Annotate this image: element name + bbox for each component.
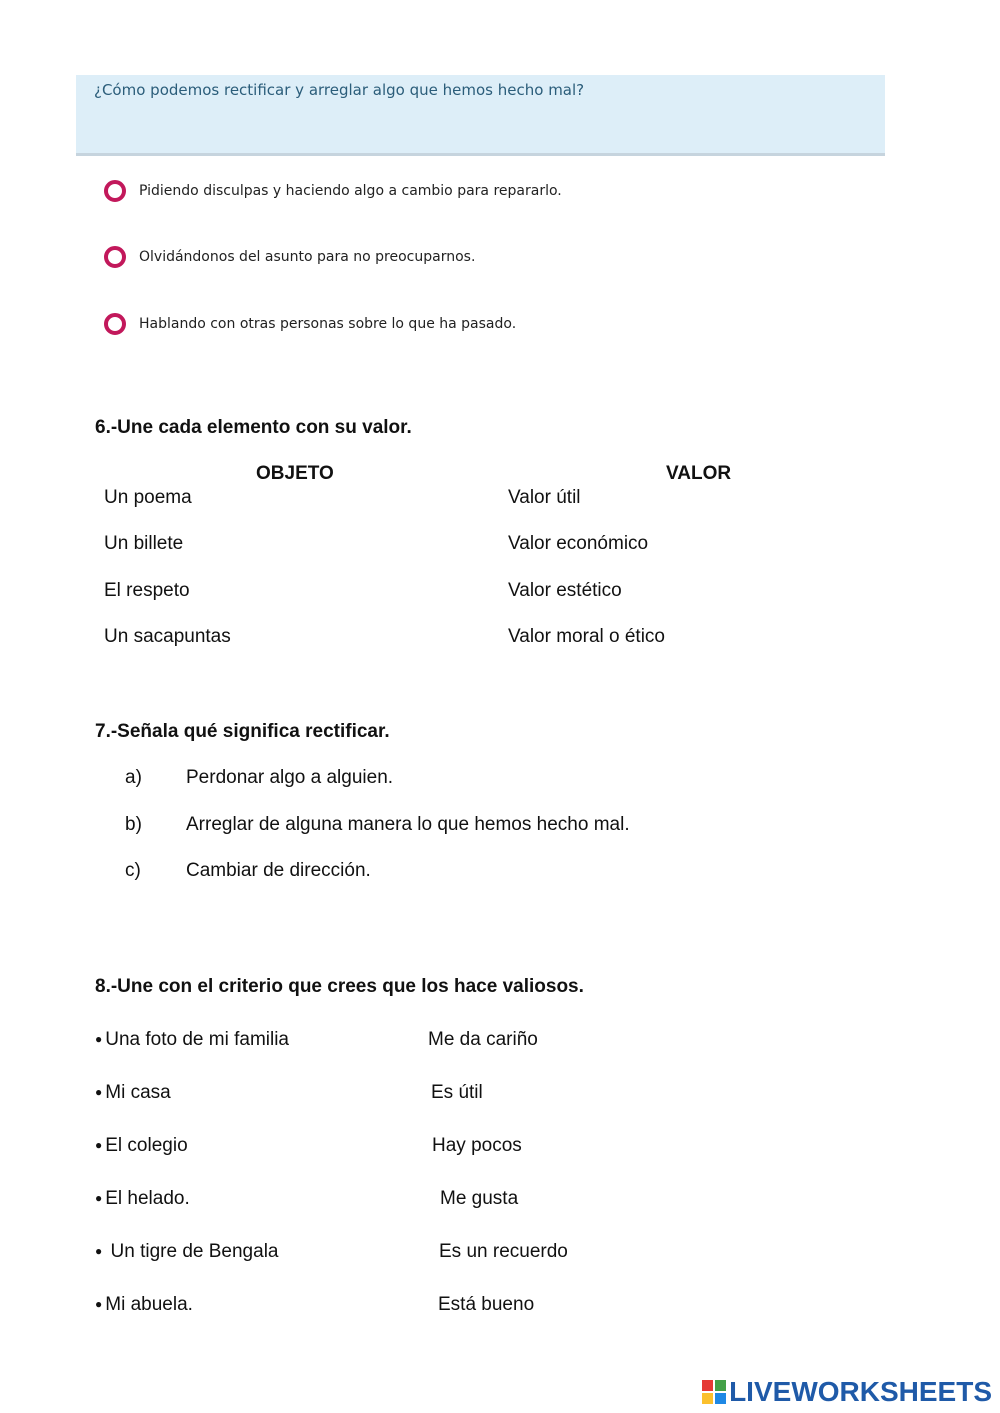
radio-ring-icon[interactable] (104, 313, 126, 335)
choice-letter: b) (125, 814, 142, 835)
col-header-objeto: OBJETO (256, 463, 334, 484)
match-left-item[interactable]: Un sacapuntas (104, 626, 231, 647)
logo-square (702, 1380, 713, 1391)
option-label: Pidiendo disculpas y haciendo algo a cambio para repararlo. (139, 183, 562, 199)
match-right-item[interactable]: Es útil (431, 1082, 483, 1103)
col-header-valor: VALOR (666, 463, 732, 484)
match-left-item[interactable]: ● Una foto de mi familia (95, 1029, 289, 1051)
match-left-item[interactable]: El respeto (104, 580, 190, 601)
option-label: Olvidándonos del asunto para no preocuparnos. (139, 249, 476, 265)
match-left-item[interactable]: Un poema (104, 487, 192, 508)
match-left-item[interactable]: ● El colegio (95, 1135, 188, 1157)
match-right-item[interactable]: Me da cariño (428, 1029, 538, 1050)
match-right-item[interactable]: Valor útil (508, 487, 581, 508)
choice-text[interactable]: Arreglar de alguna manera lo que hemos hecho mal. (186, 814, 630, 835)
section-6-title: 6.-Une cada elemento con su valor. (95, 417, 412, 438)
match-left-item[interactable]: ● Mi casa (95, 1082, 171, 1104)
option-2[interactable] (104, 243, 475, 271)
match-right-item[interactable]: Me gusta (440, 1188, 519, 1209)
choice-text[interactable]: Cambiar de dirección. (186, 860, 371, 881)
option-1[interactable] (104, 177, 562, 205)
radio-ring-icon[interactable] (104, 246, 126, 268)
option-3[interactable] (104, 310, 516, 338)
liveworksheets-logo (702, 1376, 992, 1408)
match-left-item[interactable]: ● Mi abuela. (95, 1294, 193, 1316)
match-right-item[interactable]: Valor económico (508, 533, 649, 554)
question-text: ¿Cómo podemos rectificar y arreglar algo que hemos hecho mal? (94, 81, 585, 99)
option-label: Hablando con otras personas sobre lo que ha pasado. (139, 316, 517, 332)
section-8-title: 8.-Une con el criterio que crees que los hace valiosos. (95, 976, 584, 997)
match-right-item[interactable]: Está bueno (438, 1294, 535, 1315)
choice-letter: c) (125, 860, 141, 881)
match-right-item[interactable]: Valor moral o ético (508, 626, 665, 647)
radio-ring-icon[interactable] (104, 180, 126, 202)
choice-letter: a) (125, 767, 142, 788)
match-right-item[interactable]: Valor estético (508, 580, 622, 601)
logo-text: LIVEWORKSHEETS (729, 1376, 992, 1407)
choice-text[interactable]: Perdonar algo a alguien. (186, 767, 394, 788)
section-7-title: 7.-Señala qué significa rectificar. (95, 721, 390, 742)
match-left-item[interactable]: ● El helado. (95, 1188, 190, 1210)
logo-square (715, 1393, 726, 1404)
logo-square (715, 1380, 726, 1391)
logo-squares-icon (702, 1380, 726, 1404)
question-box (76, 75, 885, 156)
logo-square (702, 1393, 713, 1404)
match-left-item[interactable]: ● Un tigre de Bengala (95, 1241, 278, 1263)
match-left-item[interactable]: Un billete (104, 533, 184, 554)
match-right-item[interactable]: Es un recuerdo (439, 1241, 568, 1262)
match-right-item[interactable]: Hay pocos (432, 1135, 522, 1156)
